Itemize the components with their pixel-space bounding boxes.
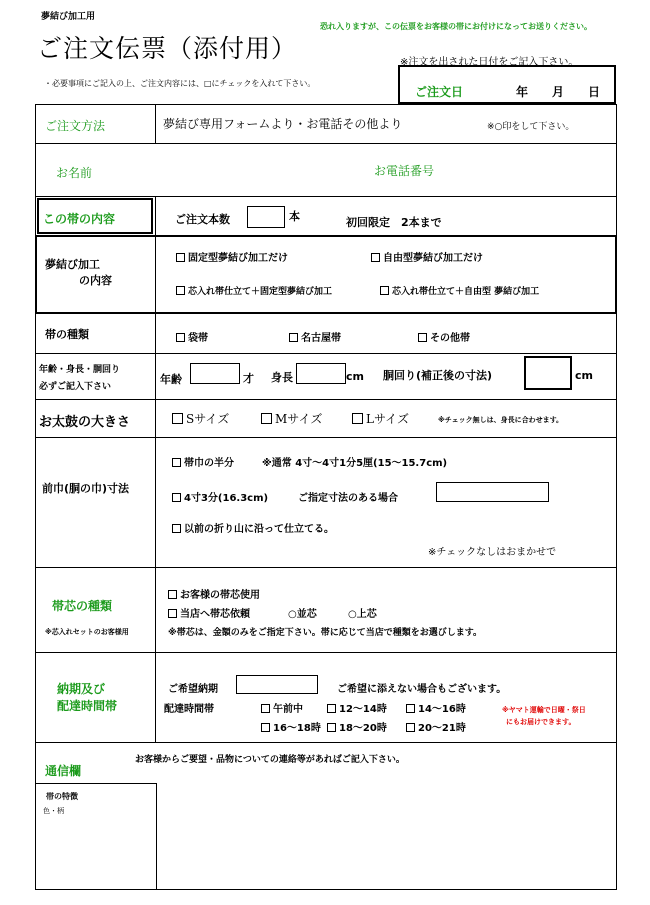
- front-width-option-3[interactable]: 以前の折り山に沿って仕立てる。: [172, 520, 334, 535]
- delivery-label-1: 納期及び: [57, 682, 106, 696]
- age-label: 年齢: [160, 373, 182, 386]
- body-info-label-1: 年齢・身長・胴回り: [39, 365, 121, 375]
- obi-content-label: この帯の内容: [43, 212, 116, 226]
- form-title: ご注文伝票（添付用）: [37, 34, 298, 63]
- obi-core-choice-1[interactable]: ○並芯: [288, 609, 317, 620]
- waist-label: 胴回り(補正後の寸法): [383, 369, 493, 382]
- obi-type-option-2[interactable]: 名古屋帯: [289, 329, 341, 344]
- delivery-time-option-2[interactable]: 12～14時: [327, 700, 387, 715]
- checkbox-icon: [172, 458, 181, 467]
- phone-label: お電話番号: [374, 164, 435, 178]
- form-subtitle: 夢結び加工用: [41, 12, 96, 22]
- obi-type-option-3[interactable]: その他帯: [418, 329, 470, 344]
- checkbox-icon: [352, 413, 363, 424]
- processing-option-2[interactable]: 自由型夢結び加工だけ: [371, 249, 483, 264]
- checkbox-icon: [327, 704, 336, 713]
- drum-size-option-m[interactable]: Mサイズ: [261, 410, 322, 427]
- obi-features-sub: 色・柄: [43, 807, 64, 815]
- drum-size-label: お太鼓の大きさ: [39, 415, 131, 430]
- front-width-option-1-note: ※通常 4寸～4寸1分5厘(15～15.7cm): [262, 458, 448, 469]
- order-date-month: 月: [552, 85, 565, 99]
- obi-type-option-1[interactable]: 袋帯: [176, 329, 208, 344]
- order-date-box[interactable]: [398, 65, 616, 104]
- custom-width-input[interactable]: [436, 482, 549, 502]
- drum-size-option-l[interactable]: Lサイズ: [352, 410, 409, 427]
- order-count-label: ご注文本数: [175, 213, 230, 226]
- order-count-input[interactable]: [247, 206, 285, 228]
- obi-core-note: ※帯芯は、金額のみをご指定下さい。帯に応じて当店で種類をお選びします。: [168, 628, 483, 638]
- waist-input[interactable]: [524, 356, 572, 390]
- order-count-limit: 初回限定 2本まで: [346, 216, 442, 229]
- obi-core-sublabel: ※芯入れセットのお客様用: [45, 628, 129, 636]
- checkbox-icon: [168, 590, 177, 599]
- obi-core-label: 帯芯の種類: [52, 599, 113, 613]
- delivery-date-label: ご希望納期: [168, 684, 218, 695]
- delivery-time-label: 配達時間帯: [164, 704, 214, 715]
- delivery-time-option-1[interactable]: 午前中: [261, 700, 303, 715]
- processing-option-3[interactable]: 芯入れ帯仕立て＋固定型夢結び加工: [176, 284, 332, 297]
- checkbox-icon: [371, 253, 380, 262]
- drum-size-option-s[interactable]: Sサイズ: [172, 410, 229, 427]
- checkbox-icon: [172, 493, 181, 502]
- front-width-option-2-note: ご指定寸法のある場合: [298, 493, 398, 504]
- processing-option-1[interactable]: 固定型夢結び加工だけ: [176, 249, 288, 264]
- checkbox-icon: [176, 286, 185, 295]
- checkbox-icon: [261, 704, 270, 713]
- order-date-day: 日: [588, 85, 601, 99]
- date-notice: ※注文を出された日付をご記入下さい。: [400, 57, 579, 68]
- comments-area[interactable]: [160, 765, 615, 888]
- obi-features-box[interactable]: [35, 783, 157, 890]
- front-width-note: ※チェックなしはおまかせで: [428, 547, 557, 558]
- checkbox-icon: [327, 723, 336, 732]
- comments-label: 通信欄: [45, 764, 82, 778]
- delivery-time-option-6[interactable]: 20～21時: [406, 719, 466, 734]
- height-unit: cm: [346, 370, 364, 383]
- order-date-year: 年: [516, 85, 529, 99]
- checkbox-icon: [406, 723, 415, 732]
- checkbox-icon: [418, 333, 427, 342]
- name-label: お名前: [56, 166, 93, 180]
- obi-core-option-1[interactable]: お客様の帯芯使用: [168, 586, 260, 601]
- checkbox-icon: [289, 333, 298, 342]
- order-method-note: ※○印をして下さい。: [487, 122, 575, 132]
- waist-unit: cm: [575, 369, 593, 382]
- delivery-red-note-1: ※ヤマト運輸で日曜・祭日: [502, 706, 586, 714]
- age-unit: 才: [243, 372, 254, 385]
- instruction-text: ・必要事項にご記入の上、ご注文内容には、□にチェックを入れて下さい。: [44, 79, 316, 88]
- delivery-date-input[interactable]: [236, 675, 318, 694]
- checkbox-icon: [168, 609, 177, 618]
- front-width-option-1[interactable]: 帯巾の半分: [172, 454, 234, 469]
- checkbox-icon: [406, 704, 415, 713]
- checkbox-icon: [172, 524, 181, 533]
- front-width-option-2[interactable]: 4寸3分(16.3cm): [172, 489, 268, 504]
- front-width-label: 前巾(胴の巾)寸法: [42, 482, 130, 495]
- obi-features-label: 帯の特徴: [46, 792, 78, 801]
- delivery-time-option-5[interactable]: 18～20時: [327, 719, 387, 734]
- age-input[interactable]: [190, 363, 240, 384]
- order-method-text[interactable]: 夢結び専用フォームより・お電話その他より: [163, 117, 403, 131]
- checkbox-icon: [176, 253, 185, 262]
- order-date-label: ご注文日: [415, 85, 464, 99]
- delivery-red-note-2: にもお届けできます。: [506, 718, 576, 726]
- order-count-unit: 本: [289, 210, 300, 223]
- order-method-label: ご注文方法: [45, 119, 106, 133]
- height-input[interactable]: [296, 363, 346, 384]
- delivery-time-option-3[interactable]: 14～16時: [406, 700, 466, 715]
- green-notice: 恐れ入りますが、この伝票をお客様の帯にお付けになってお送りください。: [320, 22, 592, 31]
- obi-type-label: 帯の種類: [45, 328, 89, 341]
- delivery-date-note: ご希望に添えない場合もございます。: [337, 684, 507, 695]
- checkbox-icon: [261, 723, 270, 732]
- obi-core-option-2[interactable]: 当店へ帯芯依頼: [168, 605, 250, 620]
- processing-option-4[interactable]: 芯入れ帯仕立て＋自由型 夢結び加工: [380, 284, 539, 297]
- checkbox-icon: [172, 413, 183, 424]
- processing-label-2: の内容: [79, 274, 112, 287]
- processing-label-1: 夢結び加工: [45, 258, 100, 271]
- comments-text: お客様からご要望・品物についての連絡等があればご記入下さい。: [135, 755, 405, 765]
- height-label: 身長: [271, 371, 293, 384]
- drum-size-note: ※チェック無しは、身長に合わせます。: [438, 416, 564, 424]
- checkbox-icon: [261, 413, 272, 424]
- delivery-label-2: 配達時間帯: [57, 699, 118, 713]
- body-info-label-2: 必ずご記入下さい: [39, 382, 112, 392]
- checkbox-icon: [176, 333, 185, 342]
- checkbox-icon: [380, 286, 389, 295]
- delivery-time-option-4[interactable]: 16～18時: [261, 719, 321, 734]
- obi-core-choice-2[interactable]: ○上芯: [348, 609, 377, 620]
